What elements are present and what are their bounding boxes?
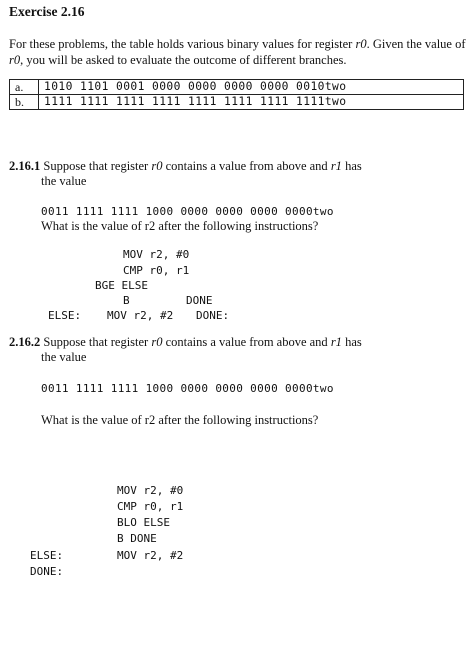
exercise-title: Exercise 2.16 xyxy=(9,4,85,19)
register-r0: r0 xyxy=(151,159,163,173)
question-2-prompt: What is the value of r2 after the following instructions? xyxy=(41,413,319,427)
code-line: BGE ELSE xyxy=(95,279,148,292)
question-1-prompt: What is the value of r2 after the following instructions? xyxy=(41,219,319,233)
code-label: DONE: xyxy=(30,565,64,578)
code-line: B DONE xyxy=(117,532,157,545)
code-label: ELSE: xyxy=(48,309,82,322)
code-line: CMP r0, r1 xyxy=(117,500,184,513)
question-text: has xyxy=(341,159,362,173)
question-1-line-2: the value xyxy=(41,174,87,188)
table-row xyxy=(10,80,464,95)
question-number: 2.16.2 xyxy=(9,335,41,349)
question-number: 2.16.1 xyxy=(9,159,41,173)
intro-text: For these problems, the table holds various binary values for register xyxy=(9,37,356,51)
question-2-binary-value: 0011 1111 1111 1000 0000 0000 0000 0000two xyxy=(41,382,334,395)
register-r1: r1 xyxy=(330,159,342,173)
register-r0: r0 xyxy=(355,37,367,51)
code-line: CMP r0, r1 xyxy=(123,264,190,277)
code-line: B xyxy=(123,294,130,307)
intro-line-1 xyxy=(9,37,466,52)
question-2-line-2: the value xyxy=(41,350,87,364)
question-1-heading xyxy=(9,159,362,174)
code-line: BLO ELSE xyxy=(117,516,170,529)
code-line: MOV r2, #2 xyxy=(117,549,184,562)
code-label: DONE: xyxy=(196,309,230,322)
question-text: has xyxy=(341,335,362,349)
register-r1: r1 xyxy=(330,335,342,349)
code-line: MOV r2, #0 xyxy=(123,248,190,261)
binary-value: 1010 1101 0001 0000 0000 0000 0000 0010two xyxy=(39,80,464,95)
code-line: DONE xyxy=(186,294,213,307)
intro-line-2 xyxy=(9,53,347,68)
register-r0: r0 xyxy=(151,335,163,349)
row-label: b. xyxy=(10,95,39,110)
binary-values-table xyxy=(9,79,464,110)
question-text: Suppose that register xyxy=(40,159,152,173)
question-text: Suppose that register xyxy=(40,335,152,349)
row-label: a. xyxy=(10,80,39,95)
question-text: contains a value from above and xyxy=(162,159,331,173)
intro-text: . Given the value of xyxy=(366,37,466,51)
binary-value: 1111 1111 1111 1111 1111 1111 1111 1111two xyxy=(39,95,464,110)
code-label: ELSE: xyxy=(30,549,64,562)
code-line: MOV r2, #2 xyxy=(107,309,174,322)
intro-text: , you will be asked to evaluate the outcome of different branches. xyxy=(20,53,347,67)
code-line: MOV r2, #0 xyxy=(117,484,184,497)
question-1-binary-value: 0011 1111 1111 1000 0000 0000 0000 0000two xyxy=(41,205,334,218)
question-text: contains a value from above and xyxy=(162,335,331,349)
register-r0: r0 xyxy=(9,53,21,67)
table-row xyxy=(10,95,464,110)
question-2-heading xyxy=(9,335,362,350)
